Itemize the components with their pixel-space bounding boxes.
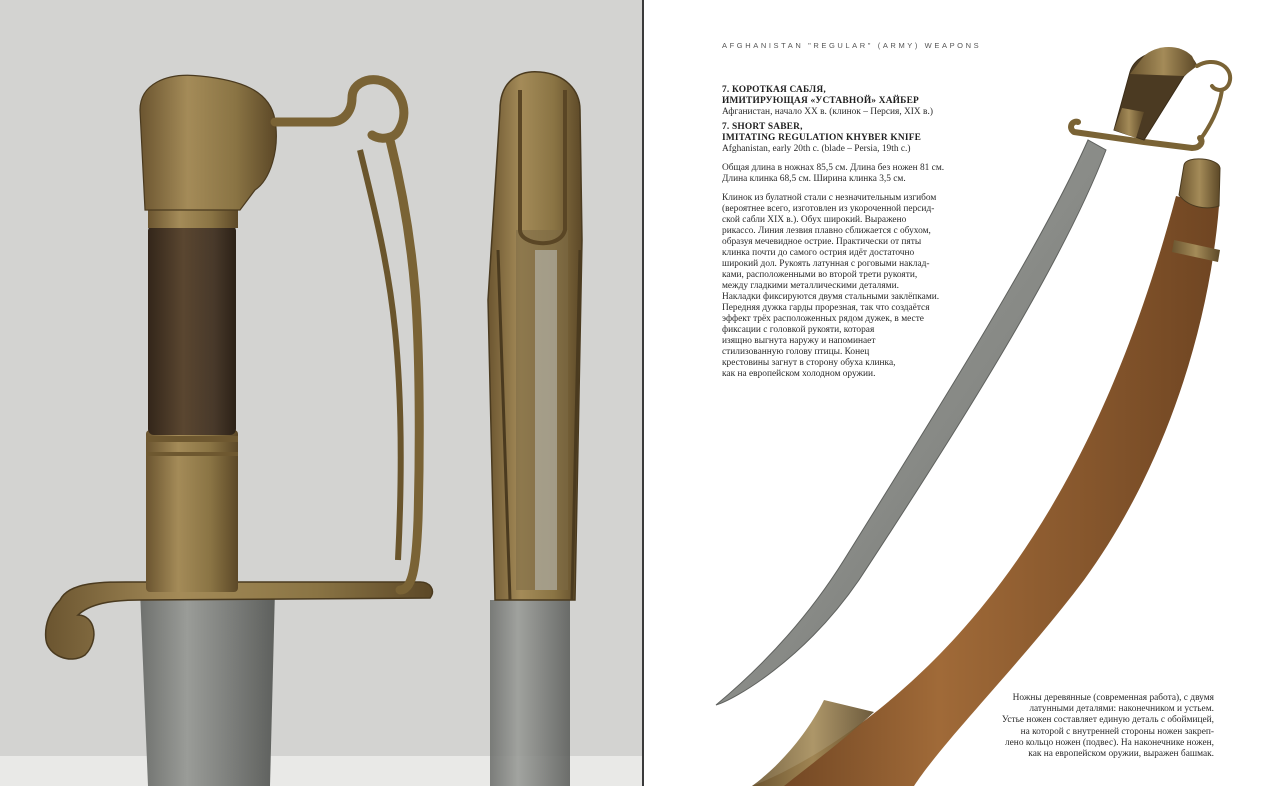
description-line: между гладкими металлическими деталями. <box>722 281 899 291</box>
scabbard-caption-line: Ножны деревянные (современная работа), с двумя <box>1012 693 1214 703</box>
title-ru-line2: ИМИТИРУЮЩАЯ «УСТАВНОЙ» ХАЙБЕР <box>722 96 919 106</box>
scabbard-throat <box>1179 159 1220 208</box>
running-head: AFGHANISTAN "REGULAR" (ARMY) WEAPONS <box>722 41 982 50</box>
description-line: клинка почти до самого острия идёт достаточно <box>722 248 915 258</box>
description-line: Накладки фиксируются двумя стальными заклёпками. <box>722 292 940 302</box>
scabbard-caption-line: как на европейском оружии, выражен башмак. <box>1028 749 1214 760</box>
description-line: Клинок из булатной стали с незначительным изгибом <box>722 193 937 203</box>
description <box>722 193 992 380</box>
description-line: фиксации с головкой рукояти, которая <box>722 325 875 335</box>
horn-grip <box>148 225 236 435</box>
description-line: Передняя дужка гарды прорезная, так что создаётся <box>722 303 930 313</box>
title-en-line2: IMITATING REGULATION KHYBER KNIFE <box>722 133 922 143</box>
side-blade <box>490 600 570 786</box>
dimensions-line2: Длина клинка 68,5 см. Ширина клинка 3,5 см. <box>722 174 906 184</box>
scabbard-caption-line: лено кольцо ножен (подвес). На наконечнике ножен, <box>1004 737 1214 748</box>
description-line: изящно выгнута наружу и напоминает <box>722 336 876 346</box>
description-line: как на европейском холодном оружии. <box>722 369 876 379</box>
entry-caption <box>722 85 992 380</box>
description-line: крестовины загнут в сторону обуха клинка, <box>722 358 896 368</box>
description-line: широкий дол. Рукоять латунная с роговыми наклад- <box>722 259 930 269</box>
description-line: ской сабли XIX в.). Обух широкий. Выражено <box>722 215 907 225</box>
title-en-line1: 7. SHORT SABER, <box>722 122 803 132</box>
description-line: стилизованную голову птицы. Конец <box>722 347 870 357</box>
description-line: образуя мечевидное острие. Практически от пяты <box>722 237 922 247</box>
scabbard-caption <box>944 693 1214 760</box>
description-line: эффект трёх расположенных рядом дужек, в месте <box>722 314 924 324</box>
description-line: ками, расположенными во второй трети рукояти, <box>722 270 918 280</box>
scabbard-caption-line: латунными деталями: наконечником и устьем. <box>1029 704 1214 715</box>
dimensions-line1: Общая длина в ножнах 85,5 см. Длина без ножен 81 см. <box>722 163 945 173</box>
blade-detail <box>140 590 275 786</box>
description-line: (вероятнее всего, изготовлен из укороченной персид- <box>722 204 935 214</box>
subtitle-en: Afghanistan, early 20th c. (blade – Persia, 19th c.) <box>722 144 911 154</box>
scabbard-caption-line: Устье ножен составляет единую деталь с обоймицей, <box>1001 715 1214 726</box>
description-line: рикассо. Линия лезвия плавно сближается с обухом, <box>722 226 931 236</box>
title-ru-line1: 7. КОРОТКАЯ САБЛЯ, <box>722 85 826 95</box>
scabbard-caption-line: на которой с внутренней стороны ножен закреп- <box>1020 726 1214 737</box>
saber-knuckle-bow <box>1197 62 1230 140</box>
subtitle-ru: Афганистан, начало XX в. (клинок – Персия, XIX в.) <box>722 107 933 117</box>
pommel-detail <box>140 75 276 210</box>
